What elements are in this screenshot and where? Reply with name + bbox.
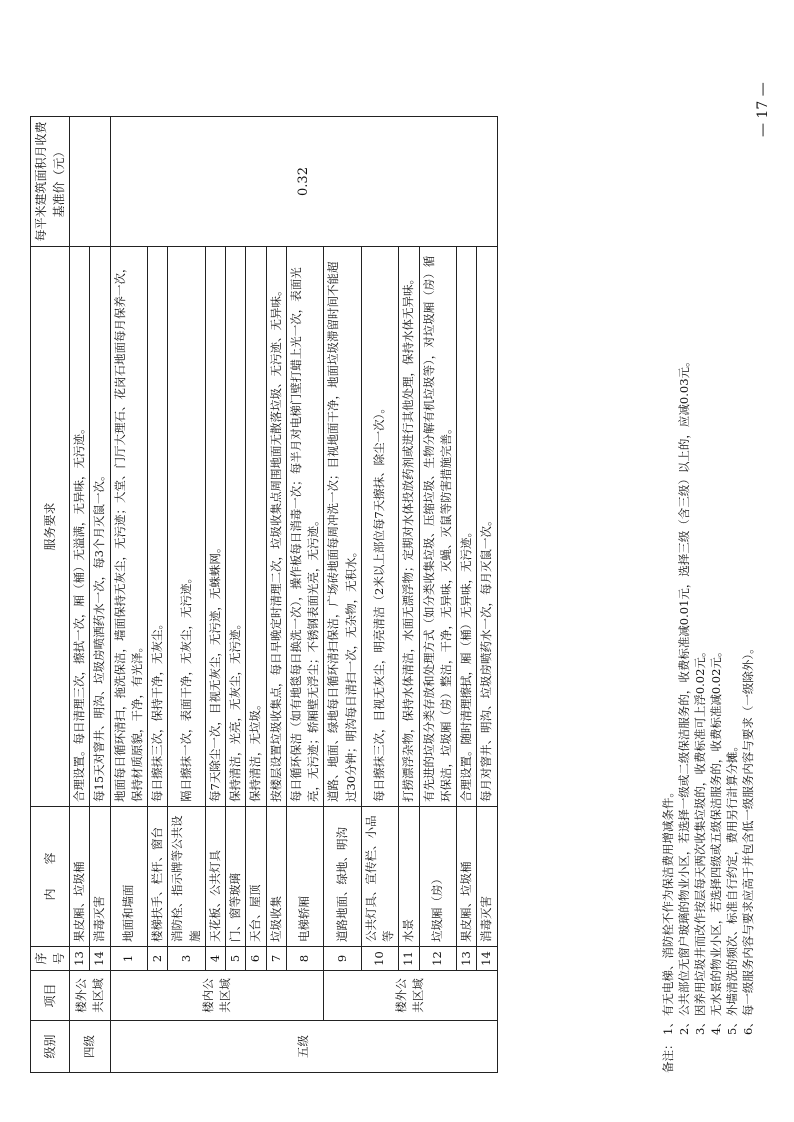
- row-no: 8: [286, 947, 324, 971]
- table-row: [168, 117, 206, 1073]
- header-requirement: 服务要求: [31, 247, 70, 807]
- table-row: [226, 117, 246, 1073]
- table-row: [324, 117, 362, 1073]
- row-requirement: 每15天对窨井、明沟、垃圾房喷洒药水一次，每3个月灭鼠一次。: [90, 247, 110, 807]
- row-content: 果皮厢、垃圾桶: [457, 807, 477, 947]
- row-requirement: 每月对窨井、明沟、垃圾房喷药水一次，每月灭鼠一次。: [477, 247, 497, 807]
- note-item: 4、无水景的物业小区，若选择四级或五级保洁服务的，收费标准减0.02元。: [709, 645, 723, 1035]
- row-no: 4: [205, 947, 225, 971]
- header-price: 每平米建筑面积月收费基准价（元）: [31, 117, 70, 247]
- row-no: 10: [361, 947, 399, 971]
- project-cell: 楼外公共区域: [70, 971, 111, 1021]
- row-content: 消毒灭害: [90, 807, 110, 947]
- row-content: 天花板、公共灯具: [205, 807, 225, 947]
- row-content: 公共灯具、宣传栏、小品等: [361, 807, 399, 947]
- row-no: 12: [419, 947, 457, 971]
- row-requirement: 合理设置。每日清理三次，擦拭一次，厢（桶）无溢满，无异味，无污迹。: [70, 247, 90, 807]
- project-cell: 楼外公共区域: [324, 971, 497, 1021]
- row-content: 消防栓、指示牌等公共设施: [168, 807, 206, 947]
- notes-section: [660, 43, 756, 1073]
- row-requirement: 每7天除尘一次，目视无灰尘，无污迹，无蛛蛛网。: [205, 247, 225, 807]
- row-no: 14: [90, 947, 110, 971]
- table-row: [90, 117, 110, 1073]
- table-row: [457, 117, 477, 1073]
- row-no: 2: [148, 947, 168, 971]
- header-level: 级别: [31, 1021, 70, 1073]
- project-cell: 楼内公共区域: [110, 971, 324, 1021]
- row-content: 地面和墙面: [110, 807, 148, 947]
- row-requirement: 每日循环保洁（如有地毯每日换洗一次），操作板每日消毒一次；每半月对电梯门壁打蜡上光一次，表面光亮，无污迹；轿厢壁无浮尘；不锈钢表面光亮，无污迹。: [286, 247, 324, 807]
- table-row: [399, 117, 419, 1073]
- row-no: 5: [226, 947, 246, 971]
- row-requirement: 有先进的垃圾分类存放和处理方式（如分类收集垃圾、压缩垃圾、生物分解有机垃圾等），对垃圾厢（房）循环保洁，垃圾厢（房）整洁，干净，无异味，灭蝇、灭鼠等防害措施完善。: [419, 247, 457, 807]
- row-requirement: 每日擦抹三次，保持干净，无灰尘。: [148, 247, 168, 807]
- table-row: [110, 117, 148, 1073]
- row-no: 7: [266, 947, 286, 971]
- level-cell: 四级: [70, 1021, 111, 1073]
- page-number: — 17 —: [755, 82, 771, 137]
- header-no: 序号: [31, 947, 70, 971]
- row-no: 6: [246, 947, 266, 971]
- row-no: 11: [399, 947, 419, 971]
- header-content: 内 容: [31, 807, 70, 947]
- row-content: 道路地面、绿地、明沟: [324, 807, 362, 947]
- row-requirement: 打捞漂浮杂物，保持水体清洁，水面无漂浮物；定期对水体投放药剂或进行其他处理，保持水体无异味。: [399, 247, 419, 807]
- row-content: 果皮厢、垃圾桶: [70, 807, 90, 947]
- row-no: 14: [477, 947, 497, 971]
- level-cell: 五级: [110, 1021, 497, 1073]
- table-header-row: [31, 117, 70, 1073]
- note-item: 2、公共部位无窗户玻璃的物业小区，若选择一级或二级保洁服务的，收费标准减0.01元，选择三级（含三级）以上的，应减0.03元。: [677, 355, 691, 1035]
- row-requirement: 每日擦抹三次，目视无灰尘，明亮清洁（2米以上部位每7天擦抹、除尘一次）。: [361, 247, 399, 807]
- row-content: 电梯轿厢: [286, 807, 324, 947]
- row-no: 3: [168, 947, 206, 971]
- row-requirement: 按楼层设置垃圾收集点，每日早晚定时清理二次，垃圾收集点周围地面无散落垃圾、无污迹、无异味。: [266, 247, 286, 807]
- row-requirement: 道路、地面、绿地每日循环清扫保洁，广场砖地面每周冲洗一次；目视地面干净，地面垃圾滞留时间不能超过30分钟；明沟每日清扫一次，无杂物，无积水。: [324, 247, 362, 807]
- price-cell-empty: [70, 117, 111, 247]
- row-no: 13: [457, 947, 477, 971]
- notes-label: 备注：: [661, 1038, 675, 1073]
- row-requirement: 保持清洁，光亮，无灰尘，无污迹。: [226, 247, 246, 807]
- row-content: 垃圾厢（房）: [419, 807, 457, 947]
- row-content: 天台、屋顶: [246, 807, 266, 947]
- row-no: 9: [324, 947, 362, 971]
- note-item: 3、因养用垃圾井而改作按层每天两次收集垃圾的，收费标准可上浮0.02元。: [693, 645, 707, 1035]
- header-project: 项目: [31, 971, 70, 1021]
- table-row: [266, 117, 286, 1073]
- note-item: 5、外墙清洗的频次、标准自行约定，费用另行計算分摊。: [725, 740, 739, 1035]
- service-standard-table: [30, 116, 498, 1073]
- table-row: [419, 117, 457, 1073]
- note-item: 1、有无电梯、消防栓不作为保洁费用增减条件。: [661, 786, 675, 1035]
- table-row: [361, 117, 399, 1073]
- table-row: [70, 117, 90, 1073]
- note-item: 6、每一级服务内容与要求应高于并包含低一级服务内容与要求（一级除外）。: [741, 642, 755, 1035]
- row-content: 门、窗等玻璃: [226, 807, 246, 947]
- row-content: 水景: [399, 807, 419, 947]
- row-content: 消毒灭害: [477, 807, 497, 947]
- row-no: 13: [70, 947, 90, 971]
- row-requirement: 隔日擦抹一次，表面干净，无灰尘，无污迹。: [168, 247, 206, 807]
- row-requirement: 保持清洁，无垃圾。: [246, 247, 266, 807]
- table-row: [148, 117, 168, 1073]
- table-row: [477, 117, 497, 1073]
- table-row: [205, 117, 225, 1073]
- row-content: 楼梯扶手、栏杆、窗台: [148, 807, 168, 947]
- table-row: [286, 117, 324, 1073]
- notes-list: [660, 43, 756, 1073]
- price-value: 0.32: [110, 117, 497, 247]
- row-content: 垃圾收集: [266, 807, 286, 947]
- row-requirement: 合理设置。随时清理擦拭，厢（桶）无异味，无污迹。: [457, 247, 477, 807]
- row-no: 1: [110, 947, 148, 971]
- row-requirement: 地面每日循环清扫，拖洗保洁，墙面保持无灰尘，无污迹；大堂、门厅大理石、花岗石地面每月保养一次，保持材质原貌，干净，有光泽。: [110, 247, 148, 807]
- table-row: [246, 117, 266, 1073]
